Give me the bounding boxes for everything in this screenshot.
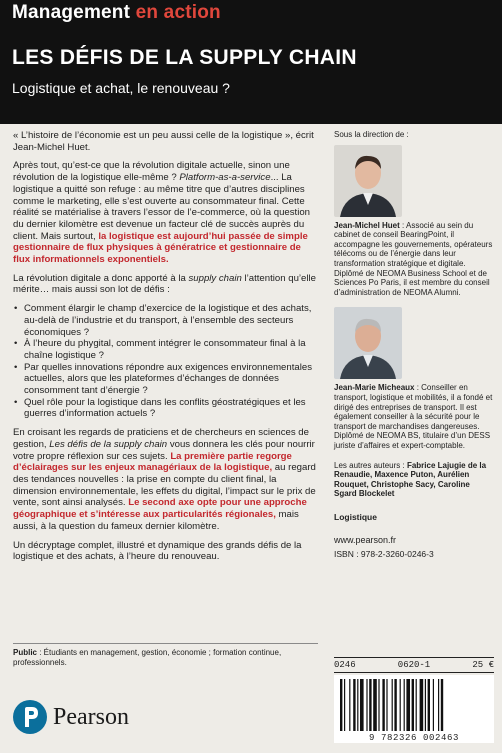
barcode-bar [394,679,396,731]
author-bio [334,221,494,298]
cover-header [0,0,502,124]
paragraph-revolution [13,160,318,265]
barcode-bar [441,679,443,731]
portrait-icon [334,307,402,379]
closing-paragraph: Un décryptage complet, illustré et dynamique des grands défis de la logistique et des achats, à l’heure du renouveau. [13,539,302,563]
list-item: • Comment élargir le champ d’exercice de la logistique et des achats, au-delà de l’industrie et du transport, à l’ensemble des secteurs économiques ? [13,303,318,338]
series-name: Management [12,2,131,23]
price-row [334,657,494,673]
bio-text: : Conseiller en transport, logistique et mobilités, il a fondé et dirigé des entreprises de transport. Il est également conseiller à la sécurité pour le transport de marchandises dangereuses. Diplômé de NEOMA BS, titulaire d’un DESS juriste d’affaires et expert-comptable. [334,383,493,450]
barcode [334,675,494,737]
author-name: Jean-Marie Micheaux [334,383,415,393]
text: vous donnera les clés pour nourrir votre propre réflexion sur ces sujets. [13,438,315,462]
barcode-bar [340,679,342,731]
barcode-number: 9 782326 002463 [334,733,494,743]
book-subtitle: Logistique et achat, le renouveau ? [12,80,230,96]
authors-column [334,130,494,560]
barcode-bar [349,679,350,731]
text: au regard des tendances nouvelles : la prise en compte du client final, la dimension environnementale, les effets du digital, l’impact sur le prix de vente, sont ainsi analysés. [13,462,316,509]
pearson-logo-icon [13,700,47,734]
quote-paragraph: « L’histoire de l’économie est un peu aussi celle de la logistique », écrit Jean-Michel Huet. [13,130,314,153]
barcode-bar [438,679,439,731]
blurb [13,130,318,570]
barcode-bar [382,679,384,731]
publisher-logo [13,700,129,734]
highlight-text: Le second axe opte pour une approche géographique et s’intéresse aux particularités régionales, [13,497,307,521]
barcode-bar [392,679,393,731]
barcode-bar [425,679,426,731]
text: ... La logistique a quitté son refuge : au même titre que d’autres disciplines comme le marketing, elle s’est ouverte au consommateur final. Cette réalité se matérialise à travers l’essor de l’e-commerce, où la question du dernier kilomètre est devenue un facteur clé de succès auprès du client. Mais surtout, [13,172,310,242]
bio-text: : Associé au sein du cabinet de conseil BearingPoint, il accompagne les gouvernements, opérateurs télécoms ou de l’énergie dans leur transformation stratégique et digitale. Diplômé de NEOMA Business School et de Sciences Po Paris, il est membre du conseil d’administration de NEOMA Alumni. [334,220,493,297]
barcode-bar [360,679,364,731]
barcode-bar [357,679,358,731]
barcode-bar [373,679,377,731]
audience-text: : Étudiants en management, gestion, économie ; formation continue, professionnels. [13,648,282,667]
barcode-bar [353,679,355,731]
barcode-icon [334,675,494,733]
other-authors [334,461,494,499]
text: mais aussi, à la question du fameux dernier kilomètre. [13,509,299,532]
barcode-bar [386,679,387,731]
book-title: LES DÉFIS DE LA SUPPLY CHAIN [12,46,357,69]
code-1: 0246 [334,660,356,670]
other-authors-names: Fabrice Lajugie de la Renaudie, Maxence Puton, Aurélien Rouquet, Christophe Sacy, Caroline Sgard Blockelet [334,460,487,499]
barcode-bar [344,679,345,731]
portrait-icon [334,145,402,217]
list-item: • Par quelles innovations répondre aux exigences environnementales actuelles, alors que les plateformes d’échanges de données consomment tant d’énergie ? [13,362,318,397]
author-photo [334,307,402,379]
direction-label: Sous la direction de : [334,130,409,139]
text-italic: supply chain [188,272,242,284]
barcode-bar [428,679,430,731]
barcode-bar [378,679,379,731]
text: La révolution digitale a donc apporté à la [13,272,189,284]
barcode-bar [412,679,414,731]
barcode-bar [400,679,401,731]
publisher-name: Pearson [53,703,129,730]
isbn: ISBN : 978-2-3260-0246-3 [334,549,434,560]
series-accent: en action [135,2,221,23]
text: Après tout, qu’est-ce que la révolution digitale actuelle, sinon une révolution de la logistique elle-même ? [13,160,290,184]
barcode-bar [420,679,424,731]
divider [13,643,318,644]
series-title [12,2,221,24]
paragraph-approach [13,427,318,532]
text: l’attention qu’elle mérite… mais aussi son lot de défis : [13,272,316,296]
barcode-bar [433,679,434,731]
barcode-bar [406,679,410,731]
author-bio [334,383,494,450]
author-photo [334,145,402,217]
paragraph-challenges [13,273,318,296]
audience [13,648,318,668]
question-list [13,303,318,420]
text-italic: Platform-as-a-service [179,172,271,184]
website-link[interactable]: www.pearson.fr [334,535,397,546]
text-italic: Les défis de la supply chain [49,438,168,450]
highlight-text: la logistique est aujourd’hui passée de simple gestionnaire de flux physiques à génératrice et gestionnaire de flux informationnels exponentiels. [13,230,308,266]
barcode-bar [366,679,367,731]
audience-label: Public [13,648,38,657]
section-label: Logistique [334,511,377,522]
other-authors-label: Les autres auteurs : [334,460,407,470]
list-item: • À l’heure du phygital, comment intégrer le consommateur final à la chaîne logistique ? [13,338,318,361]
list-item: • Quel rôle pour la logistique dans les conflits géostratégiques et les guerres d’information actuels ? [13,397,318,420]
highlight-text: La première partie regorge d’éclairages sur les enjeux managériaux de la logistique, [13,450,292,474]
code-2: 0620-1 [397,660,431,670]
price: 25 € [472,660,494,670]
text: En croisant les regards de praticiens et de chercheurs en sciences de gestion, [13,427,309,450]
barcode-bar [369,679,371,731]
barcode-bar [404,679,405,731]
barcode-bar [416,679,417,731]
author-name: Jean-Michel Huet [334,220,400,230]
